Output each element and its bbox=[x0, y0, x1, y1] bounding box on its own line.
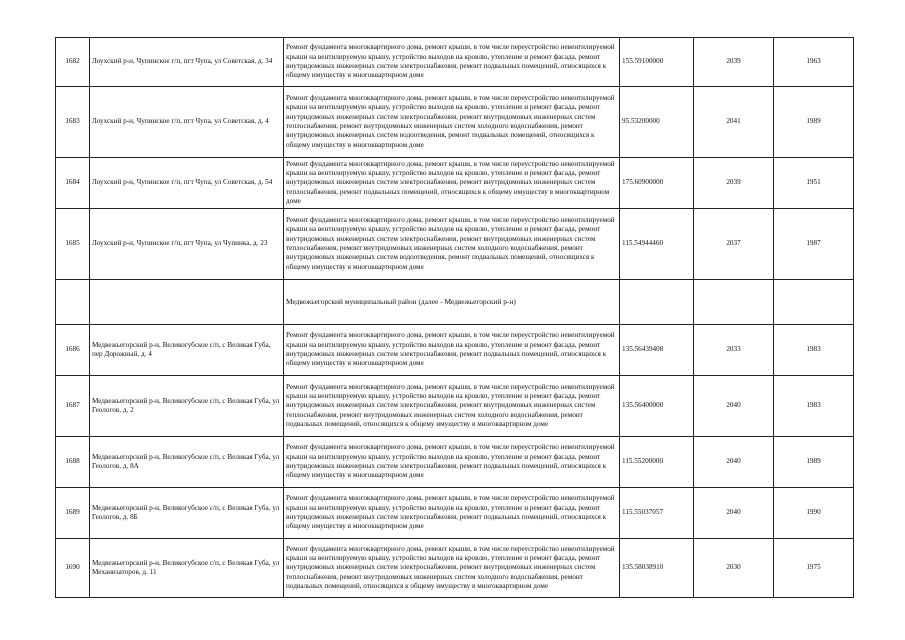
planned-year: 2039 bbox=[694, 38, 774, 87]
planned-year: 2039 bbox=[694, 158, 774, 209]
house-address bbox=[90, 280, 284, 325]
house-address: Лоухский р-н, Чупинское г/п, пгт Чупа, ул Советская, д. 4 bbox=[90, 87, 284, 158]
cost-value: 175.60900000 bbox=[620, 158, 694, 209]
house-address: Медвежьегорский р-н, Великогубское с/п, с Великая Губа, пер Дорожный, д. 4 bbox=[90, 325, 284, 376]
table-row bbox=[56, 38, 854, 87]
construction-year: 1989 bbox=[774, 87, 854, 158]
construction-year: 1963 bbox=[774, 38, 854, 87]
house-address: Медвежьегорский р-н, Великогубское с/п, с Великая Губа, ул Геологов, д. 8А bbox=[90, 437, 284, 488]
planned-year bbox=[694, 280, 774, 325]
cost-value: 155.59100000 bbox=[620, 38, 694, 87]
row-number: 1686 bbox=[56, 325, 90, 376]
cost-value bbox=[620, 280, 694, 325]
construction-year: 1983 bbox=[774, 376, 854, 437]
table-row bbox=[56, 376, 854, 437]
repair-works: Ремонт фундамента многоквартирного дома, ремонт крыши, в том числе переустройство невентилируемой крыши на вентилируемую крышу, устройство выходов на кровлю, утепление и ремонт фасада, ремонт внутридомовых инженерных систем электроснабжения, ремонт внутридомовых инженерных систем теплоснабжения, ремонт внутридомовых инженерных систем холодного водоснабжения, ремонт внутридомовых инженерных систем водоотведения, ремонт подвальных помещений, относящихся к общему имуществу в многоквартирном доме bbox=[284, 209, 620, 280]
row-number: 1683 bbox=[56, 87, 90, 158]
cost-value: 115.55037057 bbox=[620, 488, 694, 539]
planned-year: 2041 bbox=[694, 87, 774, 158]
construction-year: 1983 bbox=[774, 325, 854, 376]
repair-works: Ремонт фундамента многоквартирного дома, ремонт крыши, в том числе переустройство невентилируемой крыши на вентилируемую крышу, устройство выходов на кровлю, утепление и ремонт фасада, ремонт внутридомовых инженерных систем электроснабжения, ремонт внутридомовых инженерных систем теплоснабжения, ремонт внутридомовых инженерных систем холодного водоснабжения, ремонт подвальных помещений, относящихся к общему имуществу в многоквартирном доме bbox=[284, 376, 620, 437]
cost-value: 135.56439408 bbox=[620, 325, 694, 376]
construction-year bbox=[774, 280, 854, 325]
construction-year: 1990 bbox=[774, 488, 854, 539]
row-number: 1687 bbox=[56, 376, 90, 437]
table-row bbox=[56, 209, 854, 280]
house-address: Лоухский р-н, Чупинское г/п, пгт Чупа, ул Советская, д. 34 bbox=[90, 38, 284, 87]
row-number: 1688 bbox=[56, 437, 90, 488]
row-number: 1682 bbox=[56, 38, 90, 87]
table-row bbox=[56, 539, 854, 598]
planned-year: 2030 bbox=[694, 539, 774, 598]
planned-year: 2040 bbox=[694, 437, 774, 488]
house-address: Лоухский р-н, Чупинское г/п, пгт Чупа, ул Чупинка, д. 23 bbox=[90, 209, 284, 280]
house-address: Лоухский р-н, Чупинское г/п, пгт Чупа, ул Советская, д. 54 bbox=[90, 158, 284, 209]
row-number bbox=[56, 280, 90, 325]
house-address: Медвежьегорский р-н, Великогубское с/п, с Великая Губа, ул Механизаторов, д. 11 bbox=[90, 539, 284, 598]
repair-works: Ремонт фундамента многоквартирного дома, ремонт крыши, в том числе переустройство невентилируемой крыши на вентилируемую крышу, устройство выходов на кровлю, утепление и ремонт фасада, ремонт внутридомовых инженерных систем электроснабжения, ремонт внутридомовых инженерных систем теплоснабжения, ремонт внутридомовых инженерных систем холодного водоснабжения, ремонт подвальных помещений, относящихся к общему имуществу в многоквартирном доме bbox=[284, 539, 620, 598]
repair-works: Ремонт фундамента многоквартирного дома, ремонт крыши, в том числе переустройство невентилируемой крыши на вентилируемую крышу, устройство выходов на кровлю, утепление и ремонт фасада, ремонт внутридомовых инженерных систем электроснабжения, ремонт внутридомовых инженерных систем теплоснабжения, ремонт подвальных помещений, относящихся к общему имуществу в многоквартирном доме bbox=[284, 158, 620, 209]
cost-value: 135.58038910 bbox=[620, 539, 694, 598]
table-row bbox=[56, 437, 854, 488]
table-row bbox=[56, 87, 854, 158]
table-row bbox=[56, 158, 854, 209]
capital-repair-register-table bbox=[55, 37, 854, 598]
repair-works: Ремонт фундамента многоквартирного дома, ремонт крыши, в том числе переустройство невентилируемой крыши на вентилируемую крышу, устройство выходов на кровлю, утепление и ремонт фасада, ремонт внутридомовых инженерных систем электроснабжения, ремонт подвальных помещений, относящихся к общему имуществу в многоквартирном доме bbox=[284, 488, 620, 539]
repair-works: Ремонт фундамента многоквартирного дома, ремонт крыши, в том числе переустройство невентилируемой крыши на вентилируемую крышу, устройство выходов на кровлю, утепление и ремонт фасада, ремонт внутридомовых инженерных систем электроснабжения, ремонт подвальных помещений, относящихся к общему имуществу в многоквартирном доме bbox=[284, 38, 620, 87]
construction-year: 1987 bbox=[774, 209, 854, 280]
planned-year: 2033 bbox=[694, 325, 774, 376]
repair-works: Ремонт фундамента многоквартирного дома, ремонт крыши, в том числе переустройство невентилируемой крыши на вентилируемую крышу, устройство выходов на кровлю, утепление и ремонт фасада, ремонт внутридомовых инженерных систем электроснабжения, ремонт внутридомовых инженерных систем теплоснабжения, ремонт внутридомовых инженерных систем холодного водоснабжения, ремонт внутридомовых инженерных систем водоотведения, ремонт подвальных помещений, относящихся к общему имуществу в многоквартирном доме bbox=[284, 87, 620, 158]
construction-year: 1989 bbox=[774, 437, 854, 488]
repair-works: Ремонт фундамента многоквартирного дома, ремонт крыши, в том числе переустройство невентилируемой крыши на вентилируемую крышу, устройство выходов на кровлю, утепление и ремонт фасада, ремонт внутридомовых инженерных систем электроснабжения, ремонт подвальных помещений, относящихся к общему имуществу в многоквартирном доме bbox=[284, 325, 620, 376]
district-section-title: Медвежьегорский муниципальный район (далее - Медвежьегорский р-н) bbox=[284, 280, 620, 325]
table-row bbox=[56, 488, 854, 539]
row-number: 1689 bbox=[56, 488, 90, 539]
section-header-row bbox=[56, 280, 854, 325]
planned-year: 2037 bbox=[694, 209, 774, 280]
cost-value: 115.54944460 bbox=[620, 209, 694, 280]
planned-year: 2040 bbox=[694, 488, 774, 539]
cost-value: 115.55200000 bbox=[620, 437, 694, 488]
house-address: Медвежьегорский р-н, Великогубское с/п, с Великая Губа, ул Геологов, д. 8Б bbox=[90, 488, 284, 539]
row-number: 1685 bbox=[56, 209, 90, 280]
construction-year: 1975 bbox=[774, 539, 854, 598]
construction-year: 1951 bbox=[774, 158, 854, 209]
planned-year: 2040 bbox=[694, 376, 774, 437]
repair-works: Ремонт фундамента многоквартирного дома, ремонт крыши, в том числе переустройство невентилируемой крыши на вентилируемую крышу, устройство выходов на кровлю, утепление и ремонт фасада, ремонт внутридомовых инженерных систем электроснабжения, ремонт подвальных помещений, относящихся к общему имуществу в многоквартирном доме bbox=[284, 437, 620, 488]
house-address: Медвежьегорский р-н, Великогубское с/п, с Великая Губа, ул Геологов, д. 2 bbox=[90, 376, 284, 437]
row-number: 1684 bbox=[56, 158, 90, 209]
cost-value: 135.56400000 bbox=[620, 376, 694, 437]
row-number: 1690 bbox=[56, 539, 90, 598]
cost-value: 95.53200000 bbox=[620, 87, 694, 158]
table-row bbox=[56, 325, 854, 376]
